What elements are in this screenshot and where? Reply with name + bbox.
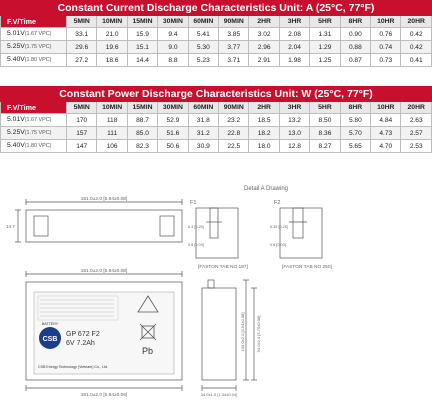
table-cell: 118 xyxy=(97,114,127,127)
f1-dim-2: 0.8 [0.03] xyxy=(188,243,204,247)
faston-187-label: [FASTON TAB NO 187] xyxy=(198,265,248,270)
battery-label-panel xyxy=(34,292,174,374)
table-cell: 111 xyxy=(97,127,127,140)
detail-f1-label: F1 xyxy=(190,200,197,206)
header-cell: 20HR xyxy=(401,16,432,28)
csb-logo-text: CSB xyxy=(42,336,58,343)
detail-f1-outline xyxy=(196,208,238,258)
table-cell: 1.29 xyxy=(310,41,340,54)
power-table-header-row xyxy=(1,102,432,114)
header-cell: 5HR xyxy=(310,16,340,28)
table-cell: 22.8 xyxy=(219,127,249,140)
table-cell: 2.63 xyxy=(401,114,432,127)
table-cell: 2.57 xyxy=(401,127,432,140)
row-voltage: 5.01V(1.67 VPC) xyxy=(1,114,67,127)
table-cell: 31.2 xyxy=(188,127,218,140)
pb-mark: Pb xyxy=(142,346,154,356)
table-cell: 50.6 xyxy=(158,140,188,153)
table-cell: 8.8 xyxy=(158,54,188,67)
row-voltage: 5.25V(1.75 VPC) xyxy=(1,41,67,54)
table-cell: 5.30 xyxy=(188,41,218,54)
table-cell: 8.27 xyxy=(310,140,340,153)
table-cell: 22.5 xyxy=(219,140,249,153)
header-cell: 5HR xyxy=(310,102,340,114)
header-cell: 10HR xyxy=(371,102,401,114)
faston-250-label: [FASTON TAB NO 250] xyxy=(282,265,332,270)
header-cell: 10HR xyxy=(371,16,401,28)
table-cell: 5.41 xyxy=(188,28,218,41)
header-cell: 5MIN xyxy=(67,16,97,28)
table-cell: 51.6 xyxy=(158,127,188,140)
header-cell: 90MIN xyxy=(219,16,249,28)
table-row xyxy=(1,28,432,41)
top-view-outline xyxy=(26,210,182,242)
table-cell: 2.91 xyxy=(249,54,279,67)
f2-dim-1: 6.35 [0.25] xyxy=(270,225,288,229)
front-length-dim: 151.0±2.0 [5.94±0.08] xyxy=(80,269,128,274)
detail-f2-tab xyxy=(293,208,303,238)
f1-dim-1: 6.3 [0.25] xyxy=(188,225,204,229)
table-cell: 3.85 xyxy=(219,28,249,41)
table-cell: 2.08 xyxy=(279,28,309,41)
table-cell: 0.42 xyxy=(401,41,432,54)
current-table-header-row xyxy=(1,16,432,28)
row-voltage: 5.01V(1.67 VPC) xyxy=(1,28,67,41)
table-cell: 18.6 xyxy=(97,54,127,67)
header-cell: 20HR xyxy=(401,102,432,114)
table-cell: 18.5 xyxy=(249,114,279,127)
table-cell: 18.0 xyxy=(249,140,279,153)
table-cell: 0.90 xyxy=(340,28,370,41)
table-cell: 12.8 xyxy=(279,140,309,153)
crossed-bin-icon xyxy=(140,324,156,340)
table-cell: 13.0 xyxy=(279,127,309,140)
table-row xyxy=(1,114,432,127)
table-cell: 14.4 xyxy=(127,54,157,67)
table-cell: 157 xyxy=(67,127,97,140)
table-cell: 5.70 xyxy=(340,127,370,140)
table-cell: 5.23 xyxy=(188,54,218,67)
header-cell: 90MIN xyxy=(219,102,249,114)
table-cell: 5.80 xyxy=(340,114,370,127)
detail-f2-label: F2 xyxy=(274,200,281,206)
table-cell: 82.3 xyxy=(127,140,157,153)
side-view-outline xyxy=(202,288,236,380)
table-cell: 0.88 xyxy=(340,41,370,54)
table-cell: 0.41 xyxy=(401,54,432,67)
table-cell: 23.2 xyxy=(219,114,249,127)
header-cell: 30MIN xyxy=(158,102,188,114)
table-cell: 21.0 xyxy=(97,28,127,41)
table-cell: 15.9 xyxy=(127,28,157,41)
table-row xyxy=(1,140,432,153)
row-voltage: 5.40V(1.80 VPC) xyxy=(1,140,67,153)
battery-word: BATTERY xyxy=(41,322,59,326)
table-cell: 31.8 xyxy=(188,114,218,127)
table-cell: 4.73 xyxy=(371,127,401,140)
header-cell: 2HR xyxy=(249,102,279,114)
table-cell: 15.1 xyxy=(127,41,157,54)
table-cell: 85.0 xyxy=(127,127,157,140)
table-cell: 27.2 xyxy=(67,54,97,67)
table-cell: 147 xyxy=(67,140,97,153)
table-cell: 106 xyxy=(97,140,127,153)
header-cell: 15MIN xyxy=(127,102,157,114)
header-cell: 2HR xyxy=(249,16,279,28)
header-cell: 60MIN xyxy=(188,102,218,114)
detail-drawing-title: Detail A Drawing xyxy=(244,186,289,192)
table-cell: 1.25 xyxy=(310,54,340,67)
detail-f2-outline xyxy=(280,208,322,258)
table-cell: 5.65 xyxy=(340,140,370,153)
table-cell: 8.50 xyxy=(310,114,340,127)
battery-model: GP 672 F2 xyxy=(66,331,100,338)
table-cell: 0.42 xyxy=(401,28,432,41)
table-cell: 3.71 xyxy=(219,54,249,67)
bottom-length-dim: 151.0±2.0 [5.94±0.08] xyxy=(80,393,128,398)
current-table-title: Constant Current Discharge Characteristics Unit: A (25°C, 77°F) xyxy=(1,1,432,16)
table-cell: 8.36 xyxy=(310,127,340,140)
table-cell: 4.84 xyxy=(371,114,401,127)
header-fv-time: F.V/Time xyxy=(1,16,67,28)
table-cell: 33.1 xyxy=(67,28,97,41)
battery-company: CSB Energy Technology (Vietnam) Co., Ltd. xyxy=(38,365,108,369)
detail-f1-tab xyxy=(210,208,218,238)
side-terminal xyxy=(208,280,214,288)
table-cell: 2.53 xyxy=(401,140,432,153)
row-voltage: 5.40V(1.80 VPC) xyxy=(1,54,67,67)
table-cell: 2.04 xyxy=(279,41,309,54)
table-cell: 170 xyxy=(67,114,97,127)
header-cell: 10MIN xyxy=(97,16,127,28)
table-cell: 0.74 xyxy=(371,41,401,54)
battery-spec: 6V 7.2Ah xyxy=(66,340,95,347)
f2-dim-2: 0.8 [0.03] xyxy=(270,243,286,247)
row-voltage: 5.25V(1.75 VPC) xyxy=(1,127,67,140)
header-cell: 10MIN xyxy=(97,102,127,114)
terminal-right xyxy=(160,216,174,236)
table-row xyxy=(1,127,432,140)
table-cell: 13.2 xyxy=(279,114,309,127)
table-cell: 0.73 xyxy=(371,54,401,67)
terminal-left xyxy=(34,216,48,236)
table-cell: 9.4 xyxy=(158,28,188,41)
box-height-dim: 94.0±2.0 [3.70±0.08] xyxy=(256,315,261,353)
table-cell: 2.96 xyxy=(249,41,279,54)
table-cell: 0.76 xyxy=(371,28,401,41)
top-length-dim: 151.0±2.0 [5.94±0.08] xyxy=(80,197,128,202)
table-cell: 19.6 xyxy=(97,41,127,54)
table-cell: 30.9 xyxy=(188,140,218,153)
top-offset-dim: 14.7 xyxy=(6,224,15,229)
table-cell: 52.9 xyxy=(158,114,188,127)
header-cell: 3HR xyxy=(279,16,309,28)
side-width-dim: 34.0±1.0 [1.34±0.04] xyxy=(200,392,238,397)
header-cell: 8HR xyxy=(340,16,370,28)
total-height-dim: 100.0±2.0 [3.94±0.08] xyxy=(240,312,245,352)
table-cell: 9.0 xyxy=(158,41,188,54)
header-cell: 5MIN xyxy=(67,102,97,114)
header-cell: 15MIN xyxy=(127,16,157,28)
header-cell: 8HR xyxy=(340,102,370,114)
table-row xyxy=(1,41,432,54)
header-cell: 3HR xyxy=(279,102,309,114)
table-cell: 1.31 xyxy=(310,28,340,41)
header-cell: 30MIN xyxy=(158,16,188,28)
table-row xyxy=(1,54,432,67)
table-cell: 0.87 xyxy=(340,54,370,67)
header-fv-time: F.V/Time xyxy=(1,102,67,114)
table-cell: 88.7 xyxy=(127,114,157,127)
table-cell: 3.02 xyxy=(249,28,279,41)
table-cell: 4.70 xyxy=(371,140,401,153)
table-cell: 3.77 xyxy=(219,41,249,54)
current-discharge-table xyxy=(0,0,432,67)
power-table-title: Constant Power Discharge Characteristics Unit: W (25°C, 77°F) xyxy=(1,87,432,102)
table-cell: 1.98 xyxy=(279,54,309,67)
header-cell: 60MIN xyxy=(188,16,218,28)
table-cell: 29.6 xyxy=(67,41,97,54)
power-discharge-table xyxy=(0,86,432,153)
table-cell: 18.2 xyxy=(249,127,279,140)
battery-dimension-drawing xyxy=(0,180,432,400)
